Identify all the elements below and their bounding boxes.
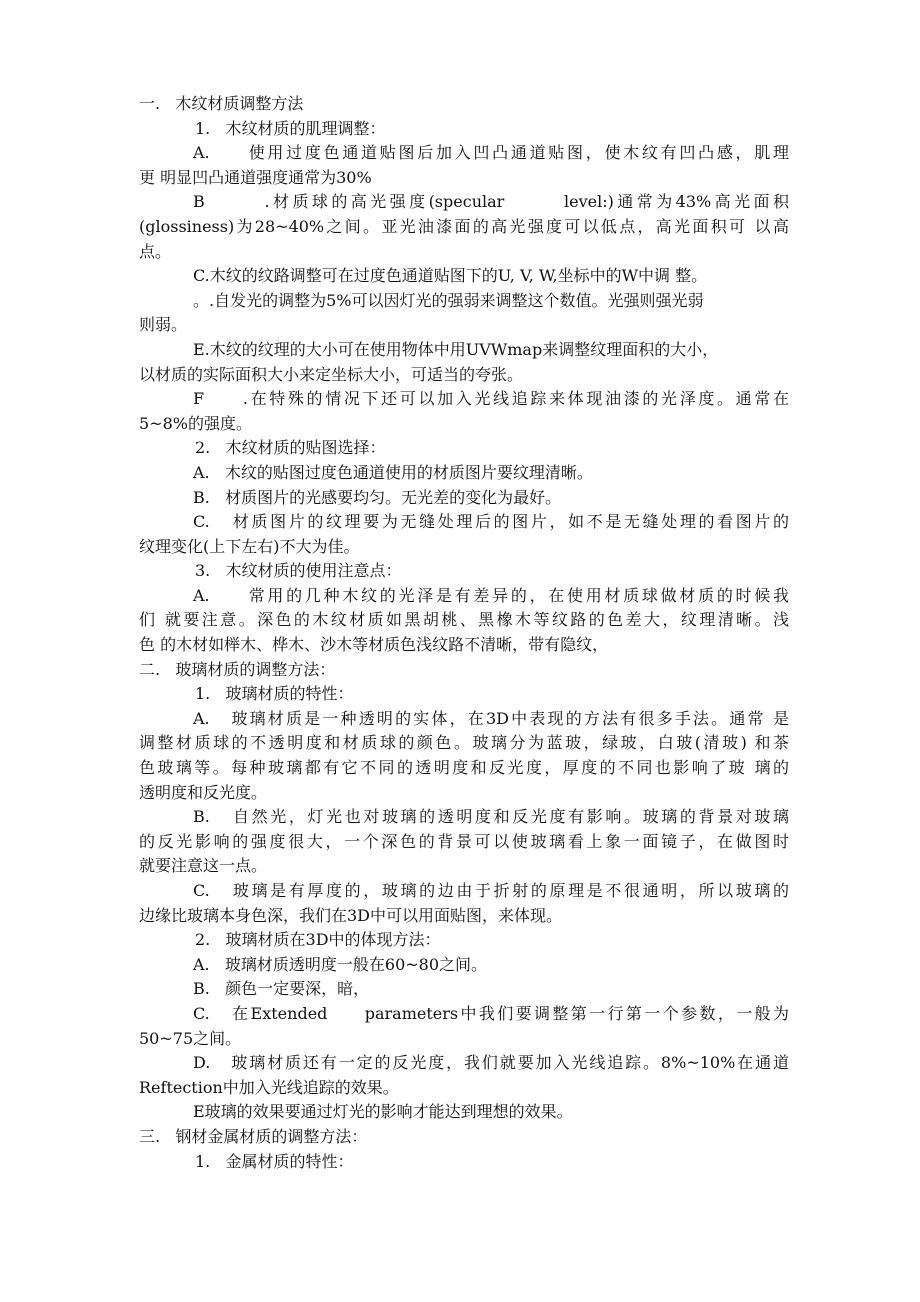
text-line: 。.自发光的调整为5%可以因灯光的强弱来调整这个数值。光强则强光弱 xyxy=(193,290,704,310)
text-line: 更 明显凹凸通道强度通常为30% xyxy=(139,167,372,187)
text-line: C. 材质图片的纹理要为无缝处理后的图片，如不是无缝处理的看图片的 xyxy=(193,512,789,532)
text-line: B. 颜色一定要深，暗， xyxy=(193,979,370,999)
text-line: B. 自然光，灯光也对玻璃的透明度和反光度有影响。玻璃的背景对玻璃 xyxy=(193,807,789,827)
text-line: 1. 金属材质的特性： xyxy=(195,1151,354,1171)
text-line: A. 木纹的贴图过度色通道使用的材质图片要纹理清晰。 xyxy=(193,462,593,482)
text-line: A. 玻璃材质透明度一般在60~80之间。 xyxy=(193,954,488,974)
text-line: 2. 玻璃材质在3D中的体现方法： xyxy=(195,930,441,950)
text-line: A. 常用的几种木纹的光泽是有差异的，在使用材质球做材质的时候我 xyxy=(193,585,789,605)
text-line: 点。 xyxy=(139,241,172,261)
text-line: E玻璃的效果要通过灯光的影响才能达到理想的效果。 xyxy=(193,1102,573,1122)
text-line: E.木纹的纹理的大小可在使用物体中用UVWmap来调整纹理面积的大小， xyxy=(193,339,719,359)
text-line: D. 玻璃材质还有一定的反光度，我们就要加入光线追踪。8%~10%在通道 xyxy=(193,1053,789,1073)
text-line: C. 在Extended parameters中我们要调整第一行第一个参数，一般为 xyxy=(193,1003,789,1023)
text-line: 1. 玻璃材质的特性： xyxy=(195,684,354,704)
text-line: 2. 木纹材质的贴图选择： xyxy=(195,438,386,458)
text-line: 色 的木材如榉木、桦木、沙木等材质色浅纹路不清晰，带有隐纹， xyxy=(139,635,609,655)
text-line: 调整材质球的不透明度和材质球的颜色。玻璃分为蓝玻，绿玻，白玻(清玻) 和茶 xyxy=(139,733,789,753)
text-line: 就要注意这一点。 xyxy=(139,856,268,876)
text-line: (glossiness)为28~40%之间。亚光油漆面的高光强度可以低点，高光面积可 以高 xyxy=(139,216,789,236)
text-line: 色玻璃等。每种玻璃都有它不同的透明度和反光度，厚度的不同也影响了玻 璃的 xyxy=(139,758,789,778)
text-line: 二. 玻璃材质的调整方法： xyxy=(139,659,336,679)
document-body xyxy=(139,92,789,1174)
text-line: 的反光影响的强度很大，一个深色的背景可以使玻璃看上象一面镜子，在做图时 xyxy=(139,831,789,851)
text-line: 50~75之间。 xyxy=(139,1028,242,1048)
text-line: 们 就要注意。深色的木纹材质如黑胡桃、黑橡木等纹路的色差大，纹理清晰。浅 xyxy=(139,610,789,630)
text-line: 透明度和反光度。 xyxy=(139,782,268,802)
text-line: 以材质的实际面积大小来定坐标大小，可适当的夸张。 xyxy=(139,364,524,384)
text-line: C. 玻璃是有厚度的，玻璃的边由于折射的原理是不很通明，所以玻璃的 xyxy=(193,881,789,900)
text-line: Reftection中加入光线追踪的效果。 xyxy=(139,1077,399,1097)
text-line: 纹理变化(上下左右)不大为佳。 xyxy=(139,536,360,556)
text-line: 1. 木纹材质的肌理调整： xyxy=(195,118,386,138)
text-line: 则弱。 xyxy=(139,315,188,335)
text-line: 3. 木纹材质的使用注意点： xyxy=(195,561,402,581)
text-line: A. 玻璃材质是一种透明的实体，在3D中表现的方法有很多手法。通常 是 xyxy=(193,708,789,728)
text-line: B. 材质图片的光感要均匀。无光差的变化为最好。 xyxy=(193,487,562,507)
text-line: 三. 钢材金属材质的调整方法： xyxy=(139,1126,368,1146)
text-line: F .在特殊的情况下还可以加入光线追踪来体现油漆的光泽度。通常在 xyxy=(193,389,789,409)
text-line: A. 使用过度色通道贴图后加入凹凸通道贴图，使木纹有凹凸感，肌理 xyxy=(193,143,789,163)
text-line: C.木纹的纹路调整可在过度色通道贴图下的U, V, W,坐标中的W中调 整。 xyxy=(193,266,708,286)
text-line: 5~8%的强度。 xyxy=(139,413,252,433)
text-line: B .材质球的高光强度(specular level:)通常为43%高光面积 xyxy=(193,192,789,212)
text-line: 一. 木纹材质调整方法 xyxy=(139,94,304,113)
text-line: 边缘比玻璃本身色深，我们在3D中可以用面贴图，来体现。 xyxy=(139,905,563,925)
